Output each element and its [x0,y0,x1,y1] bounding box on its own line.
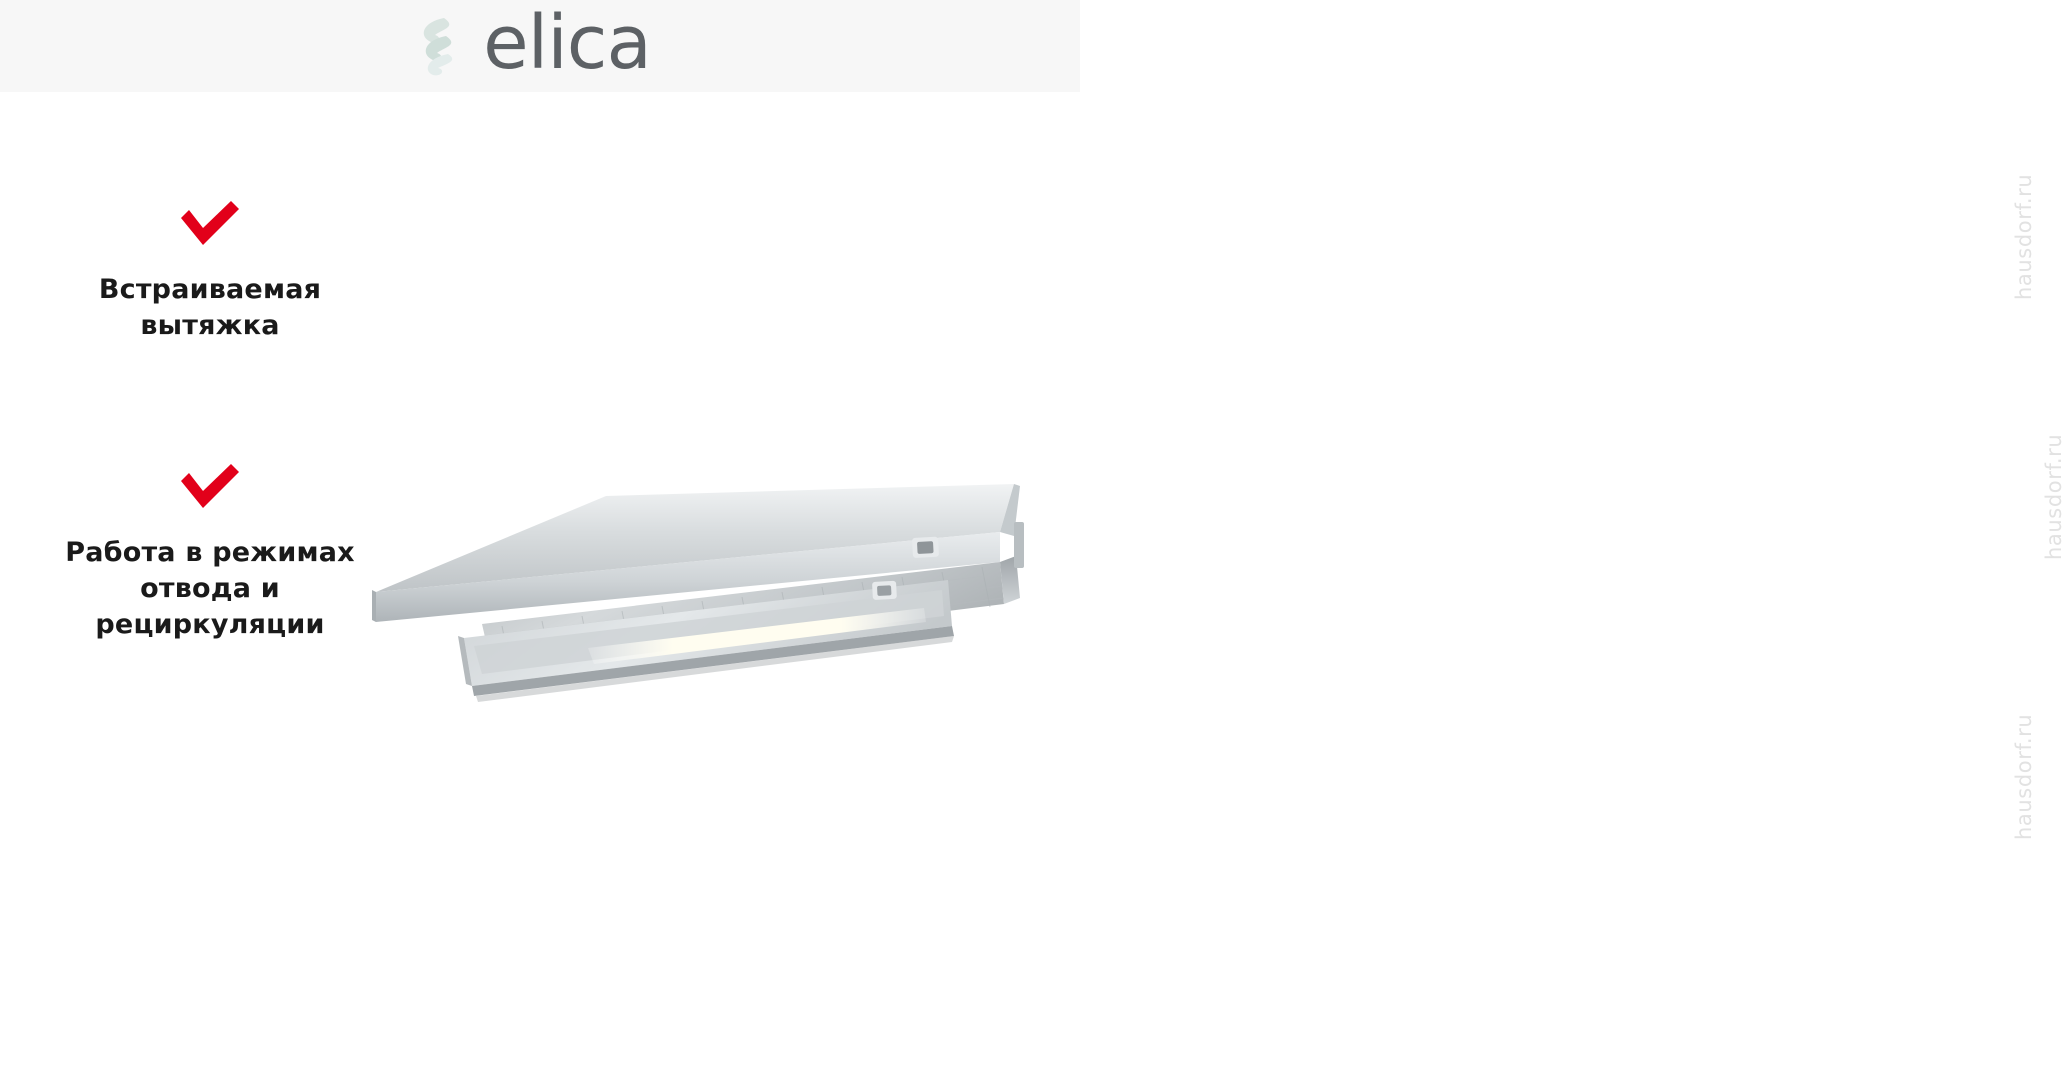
check-icon-wrap [40,463,380,509]
product-image [352,470,1052,710]
red-check-icon [179,463,241,509]
elica-swirl-logo-icon [413,15,465,77]
watermark-text: hausdorf.ru [2012,173,2036,300]
red-check-icon [179,200,241,246]
feature-list [40,200,380,642]
telescopic-cooker-hood-illustration [352,470,1052,710]
check-icon-wrap [40,200,380,246]
watermark-text: hausdorf.ru [2012,713,2036,840]
feature-label: Работа в режимах отвода и рециркуляции [65,537,355,640]
brand-name: elica [483,0,651,86]
feature-item [40,200,380,343]
feature-label: Встраиваемая вытяжка [98,274,322,341]
brand-header-bar [0,0,1080,92]
feature-item [40,463,380,642]
brand-lockup [413,0,651,86]
watermark-text: hausdorf.ru [2042,433,2066,560]
